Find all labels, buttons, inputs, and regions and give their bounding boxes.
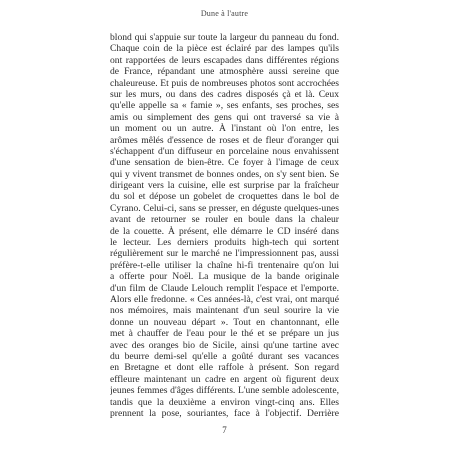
text-line: nos mémoires, mais maintenant d'un seul sourire la vie [110,305,339,317]
text-line: s'échappent d'un diffuseur en porcelaine nous envahissent [110,145,339,157]
text-line: régulièrement sur le marché ne l'impressionnent pas, aussi [110,248,339,260]
text-line: arômes mêlés d'essence de roses et de fleur d'oranger qui [110,134,339,146]
text-line: Cyrano. Celui-ci, sans se presser, en déguste quelques-unes [110,202,339,214]
text-line: amis ou simplement des gens qui ont traversé sa vie à [110,111,339,123]
text-line: avec des oranges bio de Sicile, ainsi qu'une tartine avec [110,339,339,351]
text-line: met à chauffer de l'eau pour le thé et se prépare un jus [110,328,339,340]
text-line: en Bretagne et dont elle raffole à présent. Son regard [110,362,339,374]
text-line: Alors elle fredonne. « Ces années-là, c'est vrai, ont marqué [110,293,339,305]
text-line: préfère-t-elle utiliser la chaîne hi-fi trentenaire qu'on lui [110,259,339,271]
text-line: a offerte pour Noël. La musique de la bande originale [110,271,339,283]
text-line: prennent la pose, souriantes, face à l'objectif. Derrière [110,407,339,419]
text-line: Chaque coin de la pièce est éclairé par des lampes qu'ils [110,43,339,55]
text-line: de France, répandant une atmosphère aussi sereine que [110,66,339,78]
text-line: ont rapportées de leurs escapades dans différentes régions [110,54,339,66]
text-line: donne un nouveau départ ». Tout en chantonnant, elle [110,316,339,328]
page-number: 7 [222,425,227,435]
text-line: du beurre demi-sel qu'elle a goûté durant ses vacances [110,350,339,362]
text-line: effleure maintenant un cadre en argent où figurent deux [110,373,339,385]
text-line: sur les murs, ou dans des cadres disposés çà et là. Ceux [110,88,339,100]
text-line: jeunes femmes d'âges différents. L'une semble adolescente, [110,385,339,397]
text-line: qu'elle appelle sa « famie », ses enfants, ses proches, ses [110,100,339,112]
text-line: du sol et dépose un gobelet de croquettes dans le bol de [110,191,339,203]
text-line: tandis que la deuxième a environ vingt-cinq ans. Elles [110,396,339,408]
running-head: Dune à l'autre [200,9,249,18]
text-line: avant de retourner se rouler en boule dans la chaleur [110,214,339,226]
text-line: le lecteur. Les derniers produits high-tech qui sortent [110,237,339,249]
text-line: qui y vivent transmet de bonnes ondes, on s'y sent bien. Se [110,168,339,180]
text-line: de la couette. À présent, elle démarre le CD inséré dans [110,225,339,237]
text-line: blond qui s'appuie sur toute la largeur du panneau du fond. [110,32,339,43]
text-line: d'une sensation de bien-être. Ce foyer à l'image de ceux [110,157,339,169]
body-text [110,32,339,419]
text-line: chaleureuse. Et puis de nombreuses photos sont accrochées [110,77,339,89]
text-line: dirigeant vers la cuisine, elle est surprise par la fraîcheur [110,180,339,192]
text-line: d'un film de Claude Lelouch remplit l'espace et l'emporte. [110,282,339,294]
text-line: un moment ou un autre. À l'instant où l'on entre, les [110,123,339,135]
